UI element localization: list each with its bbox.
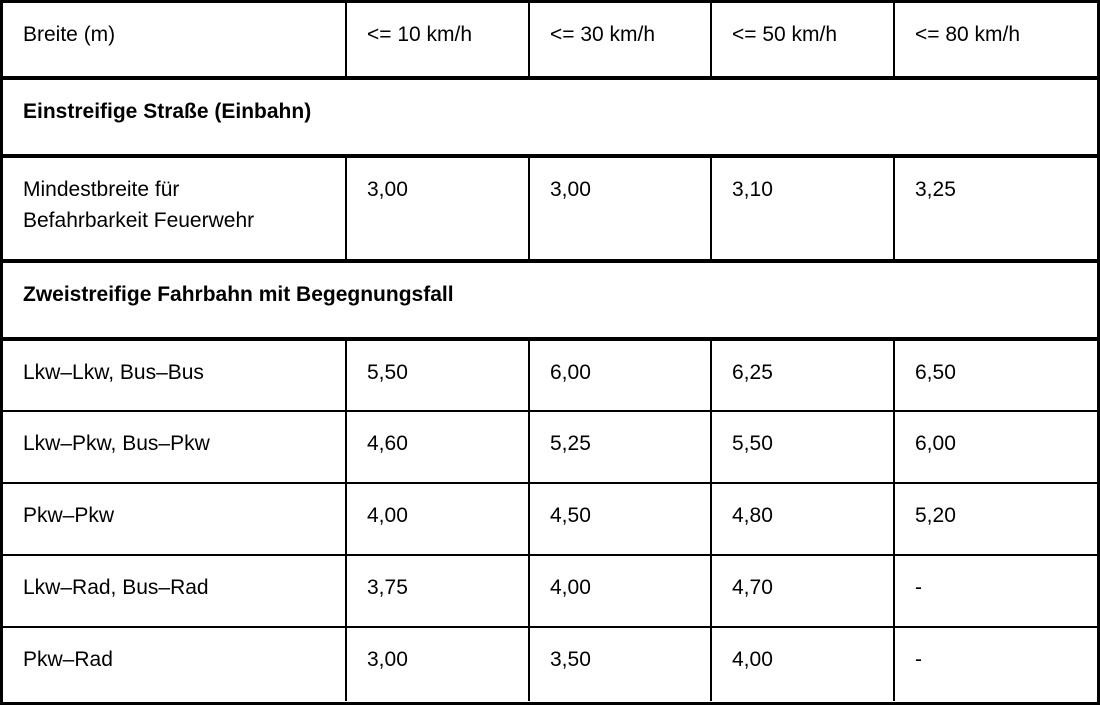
cell-value: 5,20 [894, 483, 1097, 555]
table-row [3, 483, 1097, 555]
cell-value: - [894, 627, 1097, 701]
row-label: Mindestbreite für Befahrbarkeit Feuerwehr [3, 156, 346, 261]
cell-value: 4,60 [346, 411, 529, 483]
cell-value: 3,00 [529, 156, 711, 261]
table-row [3, 411, 1097, 483]
table-header-row [3, 3, 1097, 78]
cell-value: 4,70 [711, 555, 894, 627]
section-title: Zweistreifige Fahrbahn mit Begegnungsfall [3, 261, 1097, 339]
cell-value: 3,50 [529, 627, 711, 701]
cell-value: 4,00 [529, 555, 711, 627]
section-row-single-lane [3, 78, 1097, 156]
cell-value: 3,00 [346, 627, 529, 701]
row-label: Lkw–Lkw, Bus–Bus [3, 339, 346, 411]
section-row-two-lane [3, 261, 1097, 339]
row-label: Pkw–Rad [3, 627, 346, 701]
header-cell-speed-80: <= 80 km/h [894, 3, 1097, 78]
cell-value: 5,50 [711, 411, 894, 483]
header-cell-speed-30: <= 30 km/h [529, 3, 711, 78]
row-label: Lkw–Rad, Bus–Rad [3, 555, 346, 627]
cell-value: 3,25 [894, 156, 1097, 261]
cell-value: 4,50 [529, 483, 711, 555]
header-cell-speed-50: <= 50 km/h [711, 3, 894, 78]
row-label: Lkw–Pkw, Bus–Pkw [3, 411, 346, 483]
cell-value: 3,00 [346, 156, 529, 261]
cell-value: 3,10 [711, 156, 894, 261]
cell-value: 5,25 [529, 411, 711, 483]
cell-value: - [894, 555, 1097, 627]
cell-value: 6,00 [894, 411, 1097, 483]
road-width-table [3, 3, 1097, 701]
row-label: Pkw–Pkw [3, 483, 346, 555]
table-row [3, 627, 1097, 701]
cell-value: 4,00 [711, 627, 894, 701]
cell-value: 6,25 [711, 339, 894, 411]
section-title: Einstreifige Straße (Einbahn) [3, 78, 1097, 156]
table-row [3, 156, 1097, 261]
cell-value: 4,00 [346, 483, 529, 555]
cell-value: 6,00 [529, 339, 711, 411]
table-row [3, 555, 1097, 627]
cell-value: 5,50 [346, 339, 529, 411]
header-cell-width: Breite (m) [3, 3, 346, 78]
cell-value: 3,75 [346, 555, 529, 627]
cell-value: 6,50 [894, 339, 1097, 411]
table-row [3, 339, 1097, 411]
header-cell-speed-10: <= 10 km/h [346, 3, 529, 78]
cell-value: 4,80 [711, 483, 894, 555]
